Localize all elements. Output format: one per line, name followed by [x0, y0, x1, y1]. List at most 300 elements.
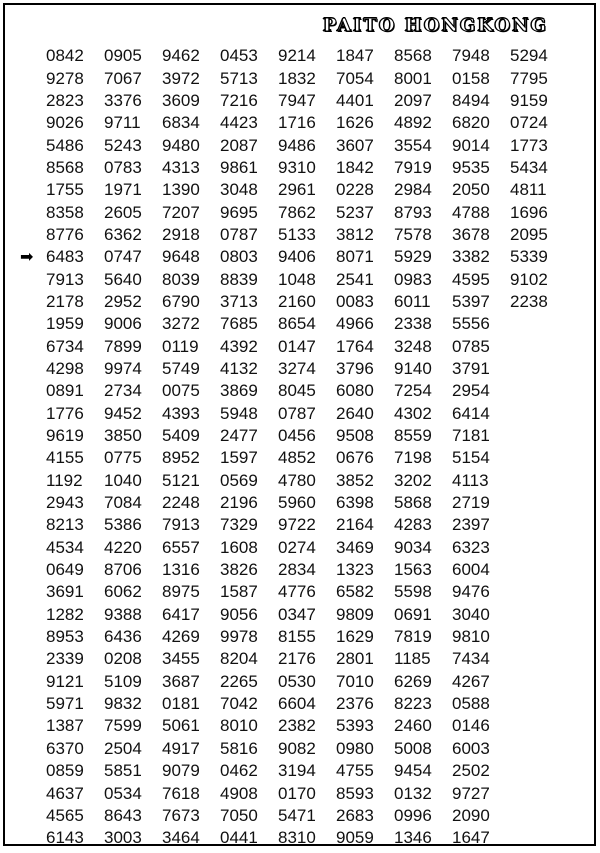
number-cell: 8568 [394, 46, 432, 66]
number-cell: 3376 [104, 90, 142, 110]
number-cell: 5393 [336, 716, 374, 736]
number-cell: 2683 [336, 805, 374, 825]
number-cell: 6143 [46, 828, 84, 848]
number-cell: 0783 [104, 157, 142, 177]
number-cell: 8593 [336, 783, 374, 803]
number-cell: 0980 [336, 738, 374, 758]
number-cell: 4113 [452, 470, 489, 490]
number-cell: 9810 [452, 627, 490, 647]
number-cell: 1626 [336, 113, 374, 133]
number-cell: 9486 [278, 135, 316, 155]
number-cell: 7042 [220, 694, 258, 714]
table-row [46, 537, 566, 559]
number-cell: 8045 [278, 381, 316, 401]
number-cell: 5471 [278, 805, 316, 825]
number-cell: 8793 [394, 202, 432, 222]
number-cell: 9861 [220, 157, 258, 177]
number-cell: 3826 [220, 560, 258, 580]
number-cell: 2087 [220, 135, 258, 155]
number-cell: 5598 [394, 582, 432, 602]
table-row [46, 693, 566, 715]
number-cell: 5121 [162, 470, 200, 490]
number-cell: 0228 [336, 180, 374, 200]
number-cell: 1563 [394, 560, 432, 580]
table-row [46, 805, 566, 827]
number-cell: 1842 [336, 157, 374, 177]
table-row [46, 45, 566, 67]
number-cell: 3812 [336, 224, 374, 244]
number-cell: 1716 [278, 113, 316, 133]
number-cell: 9006 [104, 314, 142, 334]
number-cell: 9056 [220, 604, 258, 624]
number-cell: 0083 [336, 291, 374, 311]
number-cell: 7067 [104, 68, 142, 88]
number-cell: 9722 [278, 515, 316, 535]
number-cell: 9406 [278, 247, 316, 267]
number-cell: 2178 [46, 291, 84, 311]
page-title: PAITO HONGKONG [322, 15, 548, 36]
number-cell: 9809 [336, 604, 374, 624]
number-cell: 5008 [394, 738, 432, 758]
number-cell: 2376 [336, 694, 374, 714]
number-cell: 5486 [46, 135, 84, 155]
number-cell: 5929 [394, 247, 432, 267]
number-cell: 0453 [220, 46, 258, 66]
number-cell: 6417 [162, 604, 200, 624]
number-cell: 1755 [46, 180, 84, 200]
number-cell: 5816 [220, 738, 258, 758]
number-cell: 2196 [220, 493, 258, 513]
number-cell: 5133 [278, 224, 316, 244]
number-cell: 2834 [278, 560, 316, 580]
table-row [46, 626, 566, 648]
number-cell: 2095 [510, 224, 548, 244]
number-cell: 8213 [46, 515, 84, 535]
number-cell: 0649 [46, 560, 84, 580]
number-cell: 1608 [220, 537, 258, 557]
number-cell: 9014 [452, 135, 490, 155]
number-cell: 1764 [336, 336, 374, 356]
number-cell: 3607 [336, 135, 374, 155]
number-cell: 3040 [452, 604, 490, 624]
number-cell: 7207 [162, 202, 200, 222]
number-cell: 2382 [278, 716, 316, 736]
number-cell: 1282 [46, 604, 84, 624]
number-cell: 1192 [46, 470, 83, 490]
number-cell: 9695 [220, 202, 258, 222]
number-cell: 2502 [452, 761, 490, 781]
number-cell: 4220 [104, 537, 142, 557]
table-row [46, 559, 566, 581]
number-cell: 6323 [452, 537, 490, 557]
number-cell: 8706 [104, 560, 142, 580]
number-cell: 2719 [452, 493, 490, 513]
number-cell: 0158 [452, 68, 490, 88]
number-cell: 1387 [46, 716, 84, 736]
number-cell: 9026 [46, 113, 84, 133]
table-row [46, 112, 566, 134]
number-cell: 0724 [510, 113, 548, 133]
number-cell: 4755 [336, 761, 374, 781]
number-cell: 7899 [104, 336, 142, 356]
number-cell: 9619 [46, 426, 84, 446]
number-cell: 0588 [452, 694, 490, 714]
number-cell: 5397 [452, 291, 490, 311]
number-cell: 2460 [394, 716, 432, 736]
number-cell: 1629 [336, 627, 374, 647]
number-cell: 7673 [162, 805, 200, 825]
table-row [46, 67, 566, 89]
number-cell: 9140 [394, 358, 432, 378]
number-cell: 9079 [162, 761, 200, 781]
number-cell: 6370 [46, 738, 84, 758]
number-cell: 9454 [394, 761, 432, 781]
number-cell: 9832 [104, 694, 142, 714]
number-cell: 9059 [336, 828, 374, 848]
number-cell: 5154 [452, 448, 490, 468]
number-cell: 1390 [162, 180, 200, 200]
number-grid [46, 45, 566, 849]
number-cell: 3852 [336, 470, 374, 490]
number-cell: 9711 [104, 113, 141, 133]
number-cell: 0842 [46, 46, 84, 66]
number-cell: 2961 [278, 180, 316, 200]
number-cell: 1316 [162, 560, 200, 580]
number-cell: 9082 [278, 738, 316, 758]
number-cell: 9508 [336, 426, 374, 446]
table-row [46, 403, 566, 425]
number-cell: 0441 [220, 828, 258, 848]
number-cell: 1040 [104, 470, 142, 490]
number-cell: 4132 [220, 358, 258, 378]
number-cell: 0787 [278, 403, 316, 423]
table-row [46, 380, 566, 402]
number-cell: 3869 [220, 381, 258, 401]
number-cell: 6269 [394, 671, 432, 691]
number-cell: 0119 [162, 336, 199, 356]
number-cell: 6003 [452, 738, 490, 758]
number-cell: 2605 [104, 202, 142, 222]
number-cell: 4637 [46, 783, 84, 803]
number-cell: 2397 [452, 515, 490, 535]
number-cell: 7948 [452, 46, 490, 66]
number-cell: 8001 [394, 68, 432, 88]
number-cell: 5109 [104, 671, 142, 691]
number-cell: 8643 [104, 805, 142, 825]
number-cell: 2984 [394, 180, 432, 200]
number-cell: 2477 [220, 426, 258, 446]
number-cell: 1185 [394, 649, 431, 669]
number-cell: 7050 [220, 805, 258, 825]
table-row [46, 335, 566, 357]
number-cell: 1647 [452, 828, 490, 848]
number-cell: 3687 [162, 671, 200, 691]
number-cell: 7862 [278, 202, 316, 222]
number-cell: 3791 [452, 358, 490, 378]
number-cell: 5868 [394, 493, 432, 513]
number-cell: 2918 [162, 224, 200, 244]
table-row [46, 738, 566, 760]
number-cell: 9310 [278, 157, 316, 177]
number-cell: 6062 [104, 582, 142, 602]
number-cell: 2097 [394, 90, 432, 110]
number-cell: 3609 [162, 90, 200, 110]
number-cell: 0534 [104, 783, 142, 803]
number-cell: 0208 [104, 649, 142, 669]
number-cell: 3972 [162, 68, 200, 88]
table-row [46, 425, 566, 447]
number-cell: 2265 [220, 671, 258, 691]
number-cell: 6582 [336, 582, 374, 602]
number-cell: 8568 [46, 157, 84, 177]
number-cell: 6734 [46, 336, 84, 356]
number-cell: 8494 [452, 90, 490, 110]
number-cell: 2339 [46, 649, 84, 669]
number-cell: 9159 [510, 90, 548, 110]
number-cell: 5971 [46, 694, 84, 714]
number-cell: 5640 [104, 269, 142, 289]
number-cell: 3850 [104, 426, 142, 446]
number-cell: 3469 [336, 537, 374, 557]
table-row [46, 760, 566, 782]
table-row [46, 201, 566, 223]
number-cell: 4298 [46, 358, 84, 378]
number-cell: 7618 [162, 783, 200, 803]
number-cell: 0347 [278, 604, 316, 624]
number-cell: 7181 [452, 426, 490, 446]
number-cell: 9727 [452, 783, 490, 803]
number-cell: 7913 [162, 515, 200, 535]
number-cell: 4313 [162, 157, 200, 177]
number-cell: 4269 [162, 627, 200, 647]
row-marker-arrow-icon: ➡ [20, 247, 34, 267]
table-row [46, 648, 566, 670]
number-cell: 5749 [162, 358, 200, 378]
table-row [46, 492, 566, 514]
number-cell: 0146 [452, 716, 490, 736]
number-cell: 5960 [278, 493, 316, 513]
number-cell: 3464 [162, 828, 200, 848]
number-cell: 7795 [510, 68, 548, 88]
number-cell: 3202 [394, 470, 432, 490]
number-cell: 2801 [336, 649, 374, 669]
number-cell: 0891 [46, 381, 84, 401]
number-cell: 0676 [336, 448, 374, 468]
number-cell: 1971 [104, 180, 142, 200]
number-cell: 3713 [220, 291, 258, 311]
number-cell: 8010 [220, 716, 258, 736]
number-cell: 8155 [278, 627, 316, 647]
number-cell: 1323 [336, 560, 374, 580]
number-cell: 9278 [46, 68, 84, 88]
number-cell: 0775 [104, 448, 142, 468]
number-cell: 0456 [278, 426, 316, 446]
number-cell: 1048 [278, 269, 316, 289]
number-cell: 8310 [278, 828, 316, 848]
table-row [46, 134, 566, 156]
number-cell: 3382 [452, 247, 490, 267]
number-cell: 6820 [452, 113, 490, 133]
number-cell: 9480 [162, 135, 200, 155]
number-cell: 4966 [336, 314, 374, 334]
number-cell: 6436 [104, 627, 142, 647]
number-cell: 6414 [452, 403, 490, 423]
table-row [46, 447, 566, 469]
number-cell: 3796 [336, 358, 374, 378]
number-cell: 2952 [104, 291, 142, 311]
number-cell: 0803 [220, 247, 258, 267]
number-cell: 3248 [394, 336, 432, 356]
number-cell: 9978 [220, 627, 258, 647]
number-cell: 9034 [394, 537, 432, 557]
number-cell: 8953 [46, 627, 84, 647]
number-cell: 6080 [336, 381, 374, 401]
number-cell: 0787 [220, 224, 258, 244]
number-cell: 1597 [220, 448, 258, 468]
number-cell: 4892 [394, 113, 432, 133]
number-cell: 0530 [278, 671, 316, 691]
number-cell: 2176 [278, 649, 316, 669]
number-cell: 1776 [46, 403, 84, 423]
number-cell: 8204 [220, 649, 258, 669]
number-cell: 8654 [278, 314, 316, 334]
number-cell: 1587 [220, 582, 258, 602]
number-cell: 0905 [104, 46, 142, 66]
number-cell: 7434 [452, 649, 490, 669]
table-row [46, 514, 566, 536]
table-row [46, 90, 566, 112]
number-cell: 7919 [394, 157, 432, 177]
number-cell: 2823 [46, 90, 84, 110]
number-cell: 7913 [46, 269, 84, 289]
number-cell: 5237 [336, 202, 374, 222]
number-cell: 4401 [336, 90, 374, 110]
table-row [46, 246, 566, 268]
number-cell: 9452 [104, 403, 142, 423]
table-row [46, 291, 566, 313]
table-row [46, 313, 566, 335]
number-cell: 6557 [162, 537, 200, 557]
number-cell: 8776 [46, 224, 84, 244]
number-cell: 0170 [278, 783, 316, 803]
number-cell: 0274 [278, 537, 316, 557]
number-cell: 8559 [394, 426, 432, 446]
number-cell: 2734 [104, 381, 142, 401]
table-row [46, 671, 566, 693]
number-cell: 9462 [162, 46, 200, 66]
number-cell: 0181 [162, 694, 200, 714]
number-cell: 2238 [510, 291, 548, 311]
number-cell: 4776 [278, 582, 316, 602]
number-cell: 4283 [394, 515, 432, 535]
number-cell: 4788 [452, 202, 490, 222]
number-cell: 0785 [452, 336, 490, 356]
number-cell: 2954 [452, 381, 490, 401]
number-cell: 5713 [220, 68, 258, 88]
number-cell: 7198 [394, 448, 432, 468]
number-cell: 4302 [394, 403, 432, 423]
number-cell: 6011 [394, 291, 431, 311]
number-cell: 8358 [46, 202, 84, 222]
number-cell: 2504 [104, 738, 142, 758]
number-cell: 2338 [394, 314, 432, 334]
number-cell: 4267 [452, 671, 490, 691]
number-cell: 9648 [162, 247, 200, 267]
number-cell: 7685 [220, 314, 258, 334]
number-cell: 1346 [394, 828, 432, 848]
number-cell: 3048 [220, 180, 258, 200]
table-row [46, 581, 566, 603]
number-cell: 4565 [46, 805, 84, 825]
number-cell: 4780 [278, 470, 316, 490]
table-row [46, 604, 566, 626]
table-row [46, 224, 566, 246]
number-cell: 0691 [394, 604, 432, 624]
number-cell: 0859 [46, 761, 84, 781]
number-cell: 7084 [104, 493, 142, 513]
number-cell: 2248 [162, 493, 200, 513]
number-cell: 9974 [104, 358, 142, 378]
number-cell: 4534 [46, 537, 84, 557]
number-cell: 5294 [510, 46, 548, 66]
number-cell: 7329 [220, 515, 258, 535]
number-cell: 9476 [452, 582, 490, 602]
number-cell: 7578 [394, 224, 432, 244]
number-cell: 2541 [336, 269, 374, 289]
number-cell: 1773 [510, 135, 548, 155]
number-cell: 0996 [394, 805, 432, 825]
number-cell: 4155 [46, 448, 84, 468]
number-cell: 3691 [46, 582, 84, 602]
number-cell: 0983 [394, 269, 432, 289]
number-cell: 5434 [510, 157, 548, 177]
number-cell: 9388 [104, 604, 142, 624]
number-cell: 2160 [278, 291, 316, 311]
number-cell: 8952 [162, 448, 200, 468]
number-cell: 9214 [278, 46, 316, 66]
number-cell: 1832 [278, 68, 316, 88]
number-cell: 3003 [104, 828, 142, 848]
number-cell: 7254 [394, 381, 432, 401]
number-cell: 4908 [220, 783, 258, 803]
number-cell: 4393 [162, 403, 200, 423]
number-cell: 0147 [278, 336, 316, 356]
table-row [46, 179, 566, 201]
table-row [46, 782, 566, 804]
number-cell: 6483 [46, 247, 84, 267]
number-cell: 4917 [162, 738, 200, 758]
table-row [46, 358, 566, 380]
number-cell: 4811 [510, 180, 547, 200]
table-row [46, 715, 566, 737]
number-cell: 4852 [278, 448, 316, 468]
number-cell: 1959 [46, 314, 84, 334]
number-cell: 0569 [220, 470, 258, 490]
number-cell: 5556 [452, 314, 490, 334]
number-cell: 5948 [220, 403, 258, 423]
number-cell: 7010 [336, 671, 374, 691]
table-row [46, 268, 566, 290]
number-cell: 7819 [394, 627, 432, 647]
number-cell: 6398 [336, 493, 374, 513]
table-row [46, 157, 566, 179]
number-cell: 1696 [510, 202, 548, 222]
number-cell: 2090 [452, 805, 490, 825]
number-cell: 7216 [220, 90, 258, 110]
number-cell: 8223 [394, 694, 432, 714]
number-cell: 4595 [452, 269, 490, 289]
number-cell: 3455 [162, 649, 200, 669]
